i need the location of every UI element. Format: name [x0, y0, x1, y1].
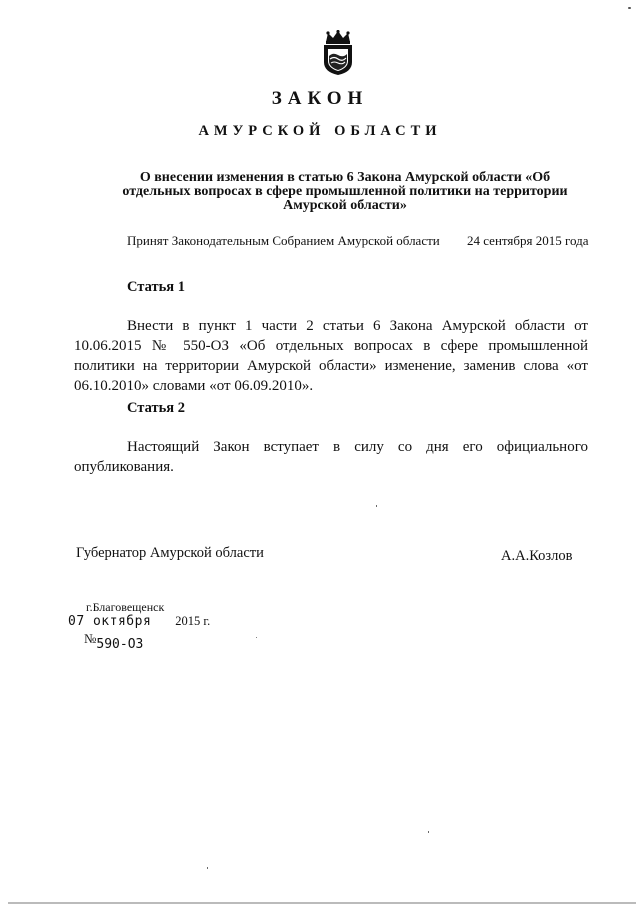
- document-region: АМУРСКОЙ ОБЛАСТИ: [198, 123, 442, 139]
- scan-speck: [428, 831, 429, 833]
- signer-position: Губернатор Амурской области: [76, 545, 264, 561]
- scan-speck: [628, 7, 631, 9]
- article-2-heading: Статья 2: [127, 400, 185, 416]
- adopted-date: 24 сентября 2015 года: [467, 233, 589, 248]
- coat-of-arms-icon: [320, 30, 356, 76]
- date-stamp: 07 октября: [68, 614, 152, 629]
- article-2-text: Настоящий Закон вступает в силу со дня его официального опубликования.: [74, 439, 588, 475]
- scan-speck: [207, 867, 208, 869]
- scan-speck: [256, 637, 257, 638]
- number-value: 590-ОЗ: [96, 637, 144, 652]
- number-sign: №: [84, 631, 97, 646]
- adopted-by: Принят Законодательным Собранием Амурской области: [127, 233, 440, 248]
- article-1-text: Внести в пункт 1 части 2 статьи 6 Закона Амурской области от 10.06.2015 № 550-ОЗ «Об отдельных вопросах в сфере промышленной политики на территории Амурской области» изменение, заменив слова «от 06.10.2010» словами «от 06.09.2010».: [74, 318, 588, 394]
- signer-name: А.А.Козлов: [501, 548, 573, 564]
- law-subject: [100, 171, 590, 213]
- document-title: ЗАКОН: [271, 88, 369, 109]
- date-year: 2015 г.: [175, 614, 211, 628]
- subject-line: отдельных вопросах в сфере промышленной политики на территории: [122, 184, 568, 199]
- law-number: [84, 631, 143, 653]
- article-1-heading: Статья 1: [127, 279, 185, 295]
- scan-edge: [8, 902, 636, 904]
- signing-place: г.Благовещенск: [86, 600, 165, 614]
- signing-date: [68, 613, 210, 629]
- scan-speck: [376, 505, 377, 507]
- subject-line: О внесении изменения в статью 6 Закона Амурской области «Об: [139, 170, 551, 185]
- subject-line: Амурской области»: [283, 198, 407, 213]
